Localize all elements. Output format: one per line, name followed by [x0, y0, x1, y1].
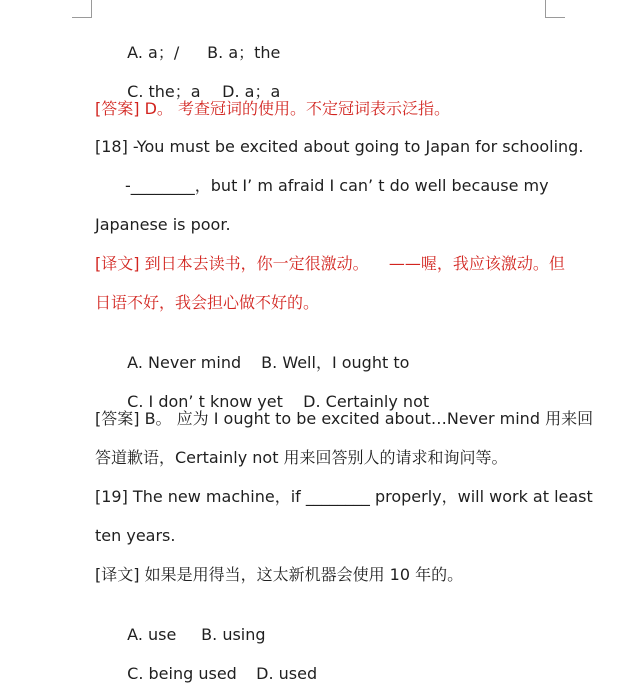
q18-option-b: B. Well，I ought to — [261, 353, 410, 372]
crop-mark-left-horizontal — [72, 17, 92, 18]
q17-options-row-2 — [117, 59, 620, 103]
q19-option-a: A. use — [127, 625, 177, 644]
q17-answer: [答案] D。 考查冠词的使用。不定冠词表示泛指。 — [95, 99, 450, 118]
q17-options-row-1 — [117, 20, 620, 64]
q18-option-c: C. I don’ t know yet — [127, 392, 283, 411]
q18-options-row-2 — [117, 369, 620, 413]
q18-translation-line-2: 日语不好，我会担心做不好的。 — [95, 293, 320, 312]
q18-option-d: D. Certainly not — [303, 392, 430, 411]
q18-option-a: A. Never mind — [127, 353, 242, 372]
crop-mark-right-horizontal — [545, 17, 565, 18]
q19-option-d: D. used — [256, 664, 318, 683]
q18-answer-line-1: [答案] B。 应为 I ought to be excited about…Never mind 用来回 — [95, 409, 594, 428]
crop-mark-left-vertical — [91, 0, 92, 18]
q18-translation-line-1: [译文] 到日本去读书，你一定很激动。 ——喔，我应该激动。但 — [95, 254, 565, 273]
q19-options-row-1 — [117, 602, 620, 646]
q18-stem-line-1: [18] -You must be excited about going to Japan for schooling. — [95, 137, 584, 156]
q18-options-row-1 — [117, 330, 620, 374]
q19-option-c: C. being used — [127, 664, 237, 683]
crop-mark-right-vertical — [545, 0, 546, 18]
q17-option-a: A. a；/ — [127, 43, 180, 62]
q17-option-c: C. the；a — [127, 82, 201, 101]
q17-option-b: B. a；the — [207, 43, 281, 62]
q18-stem-line-3: Japanese is poor. — [95, 215, 231, 234]
q17-option-d: D. a；a — [222, 82, 281, 101]
q19-options-row-2 — [117, 641, 620, 685]
q19-stem-line-2: ten years. — [95, 526, 176, 545]
q19-stem-line-1: [19] The new machine，if ________ properly，will work at least — [95, 487, 593, 506]
q19-option-b: B. using — [201, 625, 266, 644]
q18-stem-line-2: -________，but I’ m afraid I can’ t do well because my — [125, 176, 549, 195]
q19-translation: [译文] 如果是用得当，这太新机器会使用 10 年的。 — [95, 565, 464, 584]
q18-answer-line-2: 答道歉语，Certainly not 用来回答别人的请求和询问等。 — [95, 448, 508, 467]
